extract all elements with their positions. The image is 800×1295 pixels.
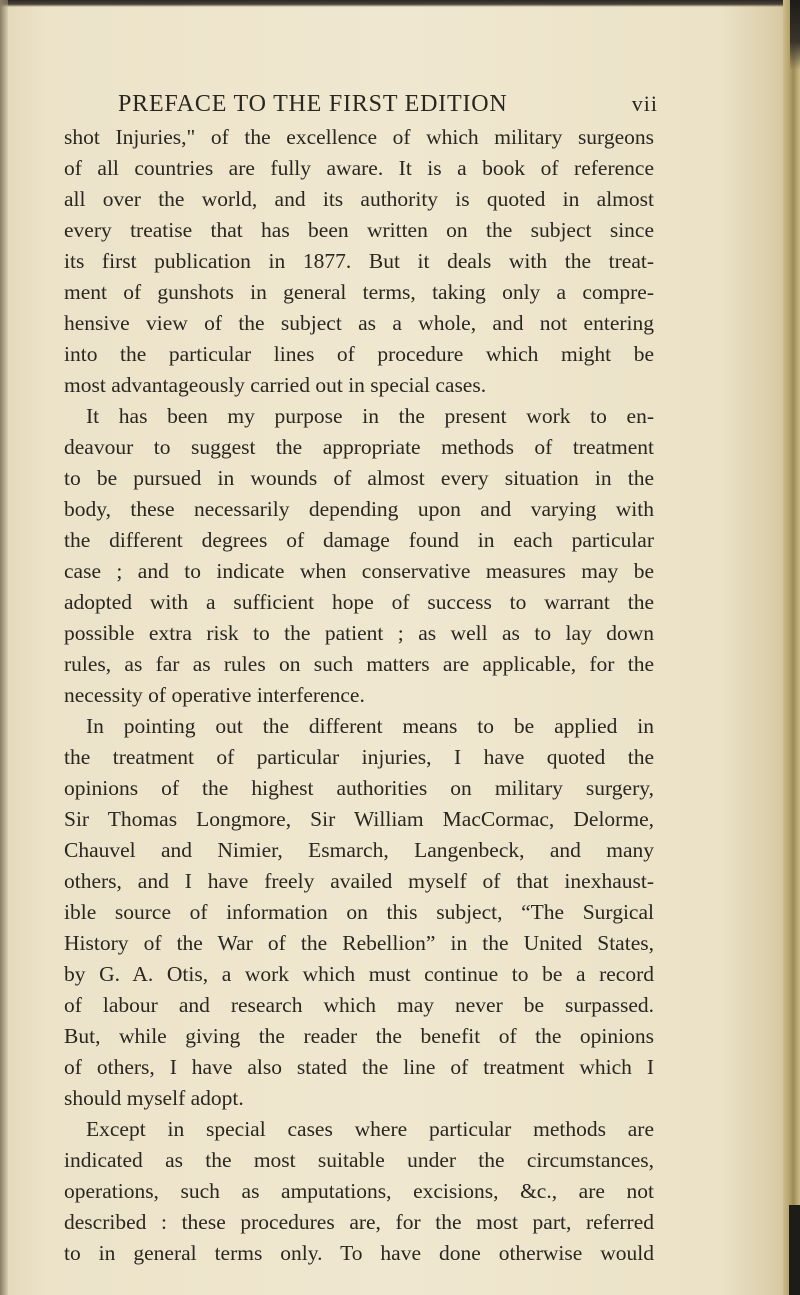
text-line: most advantageously carried out in special cases.	[64, 373, 487, 397]
text-line: indicated as the most suitable under the circumstances,	[64, 1148, 654, 1172]
book-binding	[783, 0, 800, 1295]
text-line: to be pursued in wounds of almost every situation in the	[64, 466, 654, 490]
text-line: case ; and to indicate when conservative measures may be	[64, 559, 654, 583]
text-line: others, and I have freely availed myself of that inexhaust-	[64, 869, 654, 893]
page-number: vii	[631, 91, 658, 116]
page-header	[118, 88, 658, 120]
running-head: PREFACE TO THE FIRST EDITION	[118, 91, 508, 117]
binding-shadow-bottom	[789, 1205, 800, 1295]
text-line: body, these necessarily depending upon and varying with	[64, 497, 654, 521]
text-line: the treatment of particular injuries, I have quoted the	[64, 745, 654, 769]
text-line: In pointing out the different means to be applied in	[86, 714, 654, 738]
page-top-edge	[0, 0, 800, 7]
text-line: should myself adopt.	[64, 1086, 244, 1110]
text-line: History of the War of the Rebellion” in the United States,	[64, 931, 654, 955]
text-line: to in general terms only. To have done otherwise would	[64, 1241, 654, 1265]
text-line: opinions of the highest authorities on military surgery,	[64, 776, 654, 800]
text-line: by G. A. Otis, a work which must continue to be a record	[64, 962, 654, 986]
text-line: necessity of operative interference.	[64, 683, 365, 707]
text-line: into the particular lines of procedure which might be	[64, 342, 654, 366]
binding-shadow-top	[790, 0, 800, 70]
text-line: of others, I have also stated the line of treatment which I	[64, 1055, 654, 1079]
text-line: deavour to suggest the appropriate methods of treatment	[64, 435, 654, 459]
text-line: its first publication in 1877. But it deals with the treat-	[64, 249, 654, 273]
text-line: ment of gunshots in general terms, taking only a compre-	[64, 280, 654, 304]
text-line: every treatise that has been written on the subject since	[64, 218, 654, 242]
text-line: Chauvel and Nimier, Esmarch, Langenbeck, and many	[64, 838, 654, 862]
text-line: hensive view of the subject as a whole, and not entering	[64, 311, 654, 335]
text-line: of all countries are fully aware. It is a book of reference	[64, 156, 654, 180]
text-line: It has been my purpose in the present work to en-	[86, 404, 654, 428]
text-line: described : these procedures are, for the most part, referred	[64, 1210, 654, 1234]
text-line: Sir Thomas Longmore, Sir William MacCormac, Delorme,	[64, 807, 654, 831]
text-line: adopted with a sufficient hope of success to warrant the	[64, 590, 654, 614]
text-line: Except in special cases where particular methods are	[86, 1117, 654, 1141]
text-line: possible extra risk to the patient ; as well as to lay down	[64, 621, 654, 645]
text-line: shot Injuries," of the excellence of which military surgeons	[64, 125, 654, 149]
text-line: the different degrees of damage found in each particular	[64, 528, 654, 552]
body-text	[64, 122, 654, 1269]
text-line: ible source of information on this subject, “The Surgical	[64, 900, 654, 924]
text-line: all over the world, and its authority is quoted in almost	[64, 187, 654, 211]
text-line: of labour and research which may never be surpassed.	[64, 993, 654, 1017]
text-line: operations, such as amputations, excisions, &c., are not	[64, 1179, 654, 1203]
page-left-edge	[0, 0, 8, 1295]
text-line: But, while giving the reader the benefit of the opinions	[64, 1024, 654, 1048]
text-line: rules, as far as rules on such matters are applicable, for the	[64, 652, 654, 676]
